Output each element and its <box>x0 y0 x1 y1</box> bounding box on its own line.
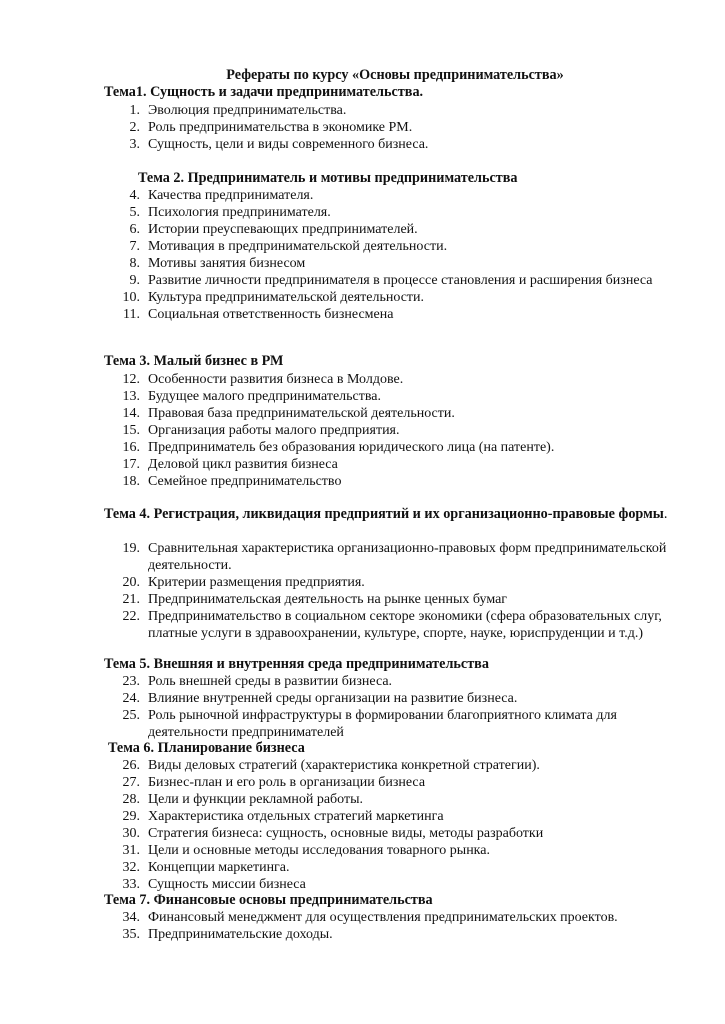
item-text: Предпринимательские доходы. <box>148 927 333 942</box>
item-number: 13. <box>122 389 140 404</box>
section-list-7 <box>0 909 725 943</box>
item-number: 31. <box>122 843 140 858</box>
item-number: 1. <box>129 103 140 118</box>
item-number: 35. <box>122 927 140 942</box>
item-number: 18. <box>122 474 140 489</box>
item-text: Влияние внутренней среды организации на развитие бизнеса. <box>148 691 518 706</box>
list-item <box>0 102 678 119</box>
item-text: Культура предпринимательской деятельности. <box>148 290 425 305</box>
item-text: Предприниматель без образования юридического лица (на патенте). <box>148 440 555 455</box>
item-number: 8. <box>129 256 140 271</box>
item-number: 19. <box>122 541 140 556</box>
list-item <box>0 306 678 323</box>
list-item <box>0 842 678 859</box>
list-item <box>0 608 678 642</box>
list-item <box>0 272 678 289</box>
item-text: Семейное предпринимательство <box>148 474 342 489</box>
item-text: Психология предпринимателя. <box>148 205 331 220</box>
list-item <box>0 456 678 473</box>
item-text: Социальная ответственность бизнесмена <box>148 307 394 322</box>
item-number: 17. <box>122 457 140 472</box>
item-number: 3. <box>129 137 140 152</box>
item-number: 7. <box>129 239 140 254</box>
section-heading-5: Тема 5. Внешняя и внутренняя среда предпринимательства <box>104 656 489 672</box>
list-item <box>0 187 678 204</box>
list-item <box>0 825 678 842</box>
item-text: Правовая база предпринимательской деятельности. <box>148 406 455 421</box>
item-number: 32. <box>122 860 140 875</box>
list-item <box>0 439 678 456</box>
item-text: Финансовый менеджмент для осуществления предпринимательских проектов. <box>148 910 618 925</box>
item-number: 9. <box>129 273 140 288</box>
list-item <box>0 707 678 741</box>
item-number: 22. <box>122 609 140 624</box>
item-number: 11. <box>123 307 140 322</box>
item-text: Предпринимательство в социальном секторе экономики (сфера образовательных слуг, платные услуги в здравоохранении, культуре, спорте, науке, юриспруденции и т.д.) <box>148 609 662 641</box>
item-text: Роль предпринимательства в экономике РМ. <box>148 120 413 135</box>
list-item <box>0 859 678 876</box>
document-title: Рефераты по курсу «Основы предпринимательства» <box>226 67 564 83</box>
section-list-3 <box>0 371 725 490</box>
item-number: 2. <box>129 120 140 135</box>
list-item <box>0 371 678 388</box>
item-number: 15. <box>122 423 140 438</box>
item-text: Эволюция предпринимательства. <box>148 103 347 118</box>
section-heading-4-text: Тема 4. Регистрация, ликвидация предприятий и их организационно-правовые формы <box>104 506 664 522</box>
list-item <box>0 690 678 707</box>
section-heading-7: Тема 7. Финансовые основы предпринимательства <box>104 892 433 908</box>
item-number: 14. <box>122 406 140 421</box>
item-text: Развитие личности предпринимателя в процессе становления и расширения бизнеса <box>148 273 653 288</box>
item-number: 30. <box>122 826 140 841</box>
list-item <box>0 757 678 774</box>
item-text: Сравнительная характеристика организационно-правовых форм предпринимательской деятельности. <box>148 541 667 573</box>
list-item <box>0 238 678 255</box>
item-text: Цели и основные методы исследования товарного рынка. <box>148 843 490 858</box>
section-list-2 <box>0 187 725 323</box>
item-text: Роль внешней среды в развитии бизнеса. <box>148 674 393 689</box>
item-text: Будущее малого предпринимательства. <box>148 389 382 404</box>
item-number: 5. <box>129 205 140 220</box>
list-item <box>0 221 678 238</box>
list-item <box>0 909 678 926</box>
list-item <box>0 591 678 608</box>
list-item <box>0 926 678 943</box>
list-item <box>0 673 678 690</box>
section-heading-4-tail: . <box>663 506 668 522</box>
item-number: 16. <box>122 440 140 455</box>
section-heading-2: Тема 2. Предприниматель и мотивы предпринимательства <box>138 170 518 186</box>
item-text: Качества предпринимателя. <box>148 188 314 203</box>
item-number: 21. <box>122 592 140 607</box>
list-item <box>0 540 678 574</box>
item-number: 28. <box>122 792 140 807</box>
item-text: Критерии размещения предприятия. <box>148 575 365 590</box>
item-text: Мотивация в предпринимательской деятельности. <box>148 239 448 254</box>
list-item <box>0 119 678 136</box>
section-heading-4 <box>104 506 674 523</box>
list-item <box>0 774 678 791</box>
section-list-1 <box>0 102 725 153</box>
list-item <box>0 422 678 439</box>
item-number: 6. <box>129 222 140 237</box>
item-text: Цели и функции рекламной работы. <box>148 792 364 807</box>
list-item <box>0 204 678 221</box>
item-number: 4. <box>129 188 140 203</box>
item-text: Стратегия бизнеса: сущность, основные виды, методы разработки <box>148 826 544 841</box>
item-text: Сущность миссии бизнеса <box>148 877 306 892</box>
item-text: Мотивы занятия бизнесом <box>148 256 306 271</box>
list-item <box>0 473 678 490</box>
item-text: Концепции маркетинга. <box>148 860 290 875</box>
item-number: 34. <box>122 910 140 925</box>
section-list-5 <box>0 673 725 741</box>
item-number: 12. <box>122 372 140 387</box>
item-number: 23. <box>122 674 140 689</box>
item-text: Бизнес-план и его роль в организации бизнеса <box>148 775 426 790</box>
section-list-4 <box>0 540 725 642</box>
list-item <box>0 255 678 272</box>
section-heading-6: Тема 6. Планирование бизнеса <box>108 740 305 756</box>
item-number: 29. <box>122 809 140 824</box>
list-item <box>0 791 678 808</box>
item-number: 27. <box>122 775 140 790</box>
item-text: Деловой цикл развития бизнеса <box>148 457 338 472</box>
item-text: Сущность, цели и виды современного бизнеса. <box>148 137 429 152</box>
list-item <box>0 876 678 893</box>
item-number: 24. <box>122 691 140 706</box>
item-number: 33. <box>122 877 140 892</box>
list-item <box>0 574 678 591</box>
item-text: Виды деловых стратегий (характеристика конкретной стратегии). <box>148 758 540 773</box>
item-text: Истории преуспевающих предпринимателей. <box>148 222 418 237</box>
item-text: Особенности развития бизнеса в Молдове. <box>148 372 404 387</box>
item-number: 10. <box>122 290 140 305</box>
item-text: Характеристика отдельных стратегий маркетинга <box>148 809 444 824</box>
section-heading-3: Тема 3. Малый бизнес в РМ <box>104 353 284 369</box>
list-item <box>0 136 678 153</box>
item-number: 20. <box>122 575 140 590</box>
list-item <box>0 405 678 422</box>
item-number: 26. <box>122 758 140 773</box>
list-item <box>0 388 678 405</box>
item-text: Роль рыночной инфраструктуры в формировании благоприятного климата для деятельности предпринимателей <box>148 708 617 740</box>
item-number: 25. <box>122 708 140 723</box>
list-item <box>0 289 678 306</box>
list-item <box>0 808 678 825</box>
section-heading-1: Тема1. Сущность и задачи предпринимательства. <box>104 84 424 100</box>
section-list-6 <box>0 757 725 893</box>
item-text: Организация работы малого предприятия. <box>148 423 400 438</box>
item-text: Предпринимательская деятельность на рынке ценных бумаг <box>148 592 508 607</box>
